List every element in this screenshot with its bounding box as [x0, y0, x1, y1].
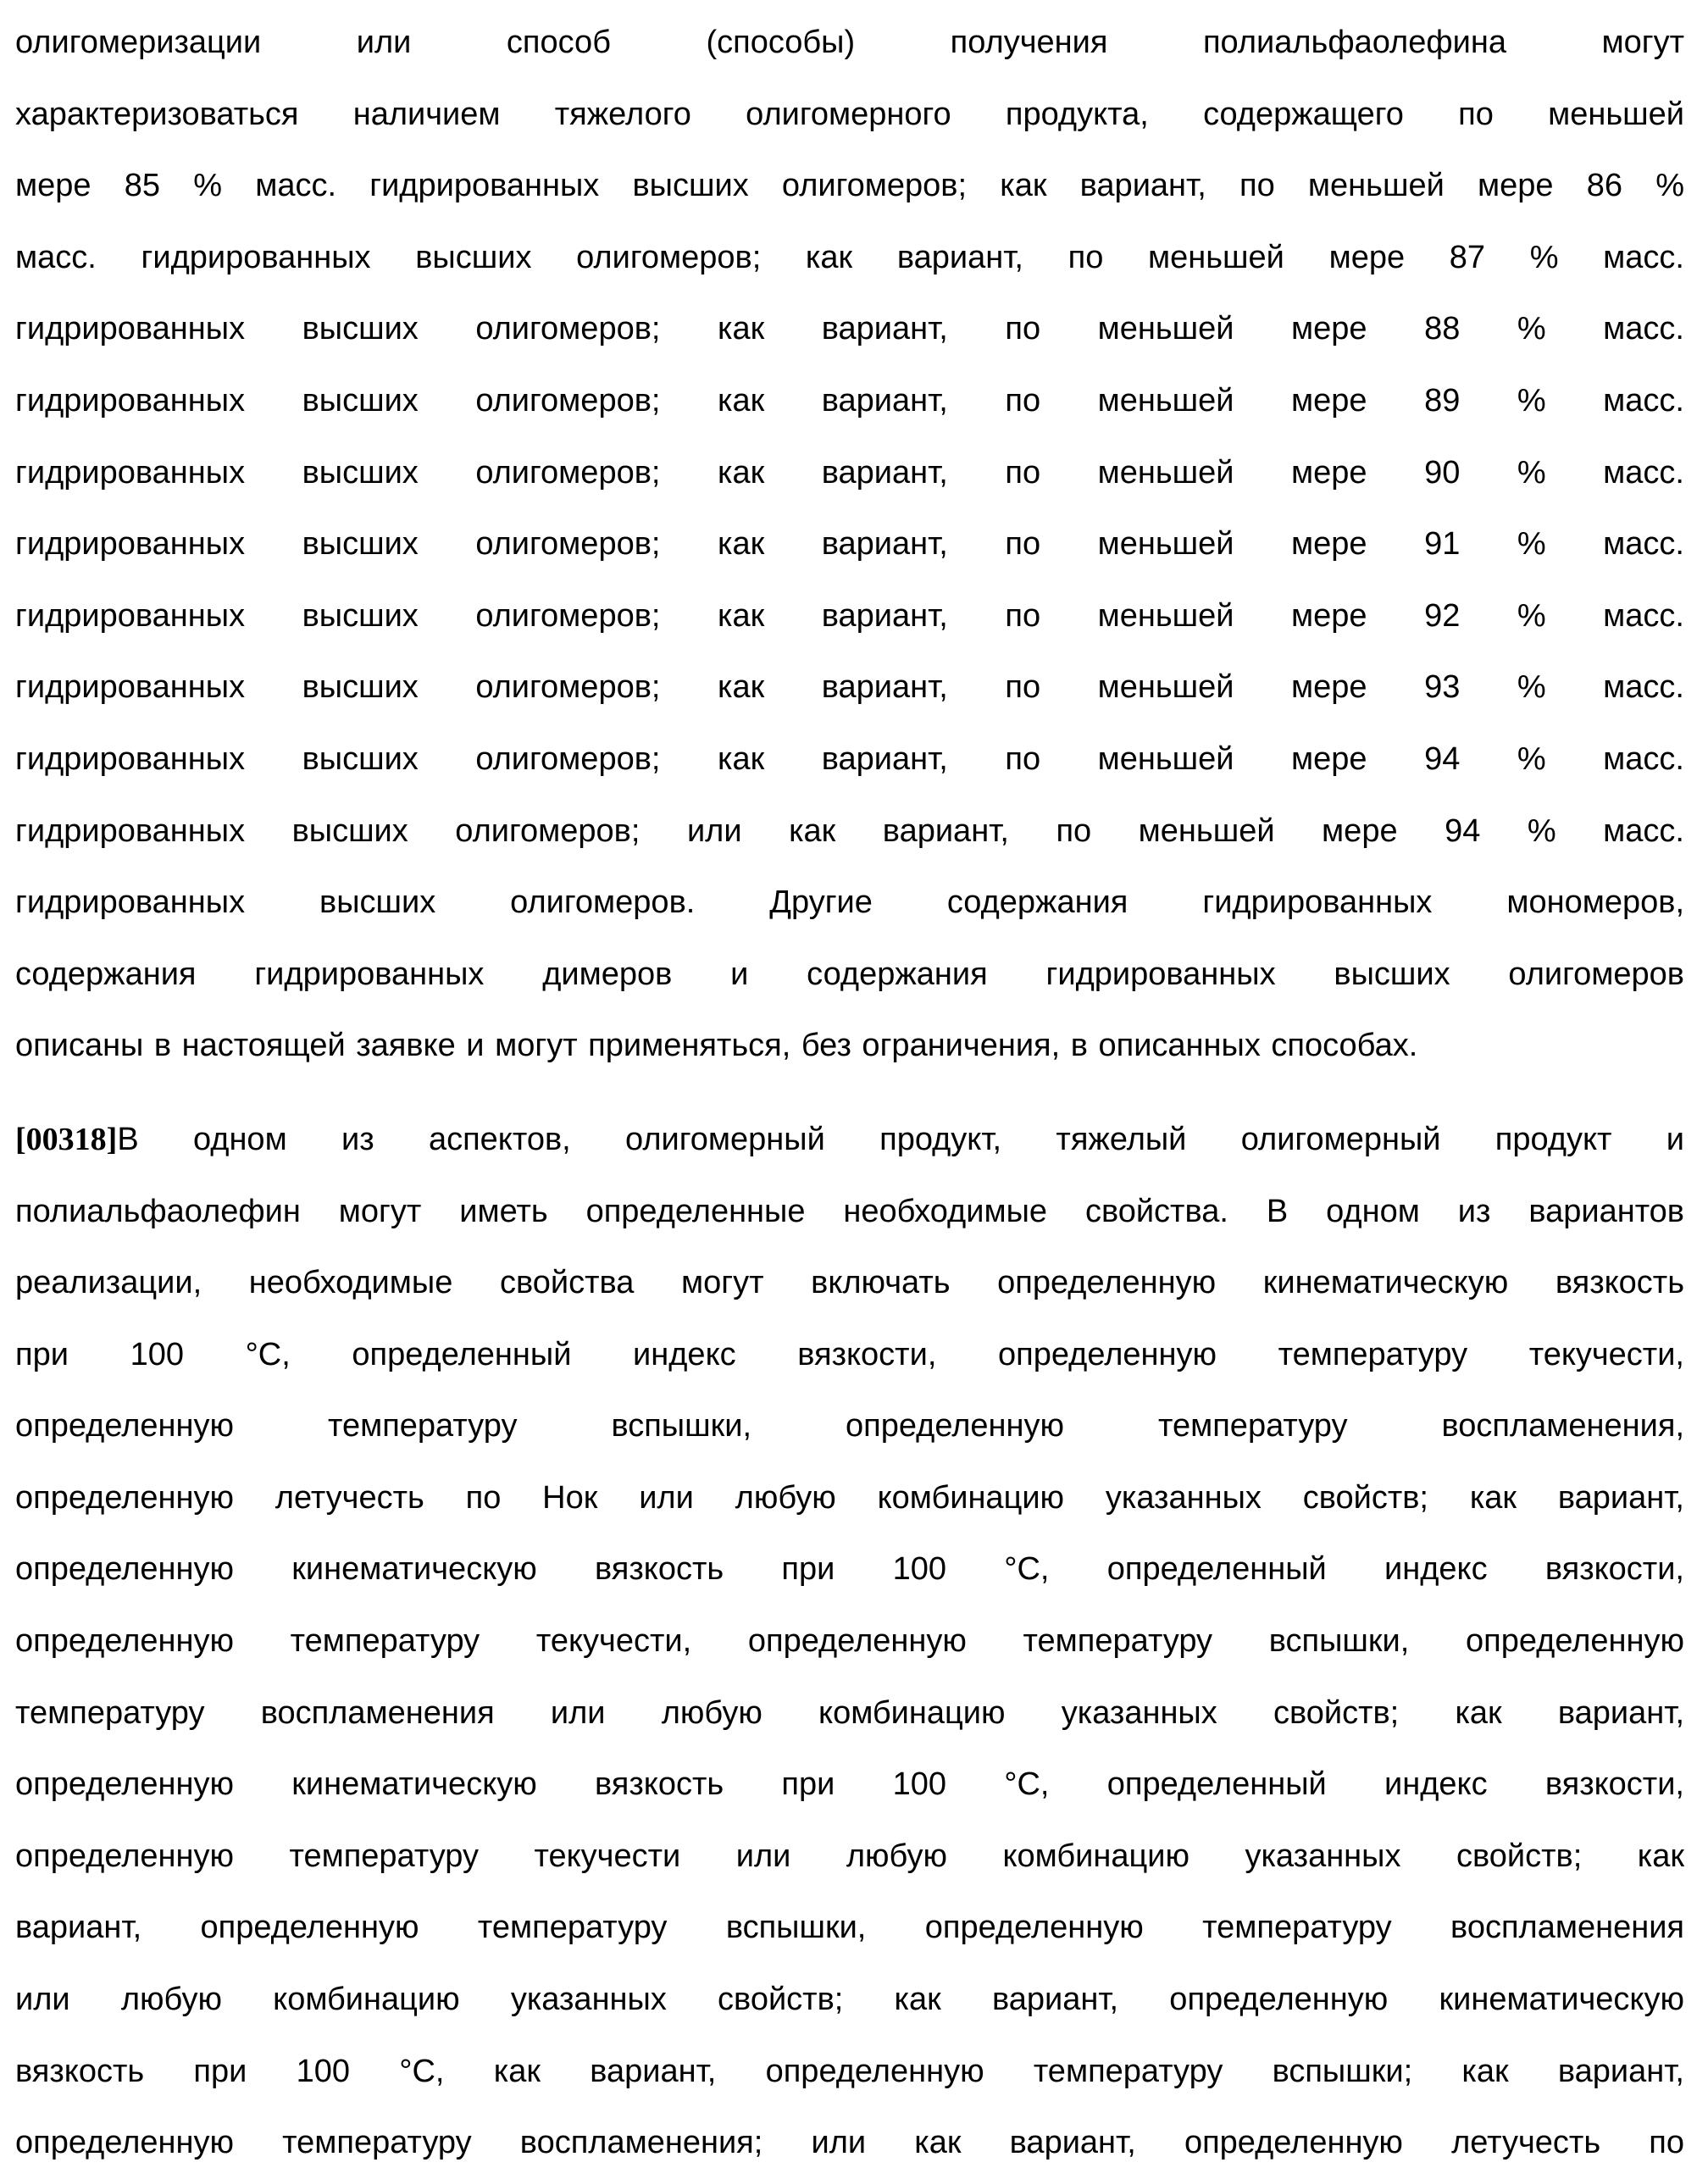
- text-line: гидрированных высших олигомеров; как вариант, по меньшей мере 89 % масс.: [15, 365, 1684, 437]
- text-line: гидрированных высших олигомеров; как вариант, по меньшей мере 94 % масс.: [15, 724, 1684, 796]
- text-line: [15, 1104, 1684, 1176]
- text-line: описаны в настоящей заявке и могут применяться, без ограничения, в описанных способах.: [15, 1010, 1684, 1082]
- text-line: гидрированных высших олигомеров. Другие содержания гидрированных мономеров,: [15, 867, 1684, 939]
- text-line: гидрированных высших олигомеров; как вариант, по меньшей мере 93 % масс.: [15, 651, 1684, 724]
- text-line: определенную температуру текучести, определенную температуру вспышки, определенную: [15, 1605, 1684, 1677]
- text-line: определенную кинематическую вязкость при 100 °C, определенный индекс вязкости,: [15, 1749, 1684, 1821]
- paragraph-number: [00318]: [15, 1122, 117, 1157]
- text-line: мере 85 % масс. гидрированных высших олигомеров; как вариант, по меньшей мере 86 %: [15, 150, 1684, 222]
- text-line: температуру воспламенения или любую комбинацию указанных свойств; как вариант,: [15, 1677, 1684, 1749]
- text-line: определенную температуру текучести или любую комбинацию указанных свойств; как: [15, 1821, 1684, 1893]
- text-line: содержания гидрированных димеров и содержания гидрированных высших олигомеров: [15, 939, 1684, 1011]
- paragraph-first-line: В одном из аспектов, олигомерный продукт, тяжелый олигомерный продукт и: [117, 1122, 1684, 1157]
- paragraph-00318: [15, 1104, 1684, 2179]
- text-line: масс. гидрированных высших олигомеров; как вариант, по меньшей мере 87 % масс.: [15, 222, 1684, 294]
- text-line: характеризоваться наличием тяжелого олигомерного продукта, содержащего по меньшей: [15, 79, 1684, 151]
- text-line: определенную кинематическую вязкость при 100 °C, определенный индекс вязкости,: [15, 1533, 1684, 1605]
- text-line: вариант, определенную температуру вспышки, определенную температуру воспламенения: [15, 1892, 1684, 1964]
- text-line: при 100 °C, определенный индекс вязкости, определенную температуру текучести,: [15, 1319, 1684, 1391]
- text-line: определенную температуру вспышки, определенную температуру воспламенения,: [15, 1390, 1684, 1462]
- text-line: определенную температуру воспламенения; или как вариант, определенную летучесть по: [15, 2107, 1684, 2179]
- text-line: олигомеризации или способ (способы) получения полиальфаолефина могут: [15, 7, 1684, 79]
- paragraph-gap: [15, 1082, 1684, 1104]
- paragraph-continuation: [15, 7, 1684, 1082]
- text-line: гидрированных высших олигомеров; как вариант, по меньшей мере 91 % масс.: [15, 508, 1684, 580]
- text-line: гидрированных высших олигомеров; как вариант, по меньшей мере 92 % масс.: [15, 580, 1684, 652]
- text-line: реализации, необходимые свойства могут включать определенную кинематическую вязкость: [15, 1247, 1684, 1319]
- text-line: определенную летучесть по Нок или любую комбинацию указанных свойств; как вариант,: [15, 1462, 1684, 1534]
- text-line: полиальфаолефин могут иметь определенные необходимые свойства. В одном из вариантов: [15, 1176, 1684, 1248]
- text-line: гидрированных высших олигомеров; или как вариант, по меньшей мере 94 % масс.: [15, 796, 1684, 868]
- text-line: гидрированных высших олигомеров; как вариант, по меньшей мере 88 % масс.: [15, 293, 1684, 365]
- text-line: вязкость при 100 °C, как вариант, определенную температуру вспышки; как вариант,: [15, 2036, 1684, 2108]
- document-page: [15, 7, 1684, 2179]
- text-line: гидрированных высших олигомеров; как вариант, по меньшей мере 90 % масс.: [15, 437, 1684, 509]
- text-line: или любую комбинацию указанных свойств; как вариант, определенную кинематическую: [15, 1964, 1684, 2036]
